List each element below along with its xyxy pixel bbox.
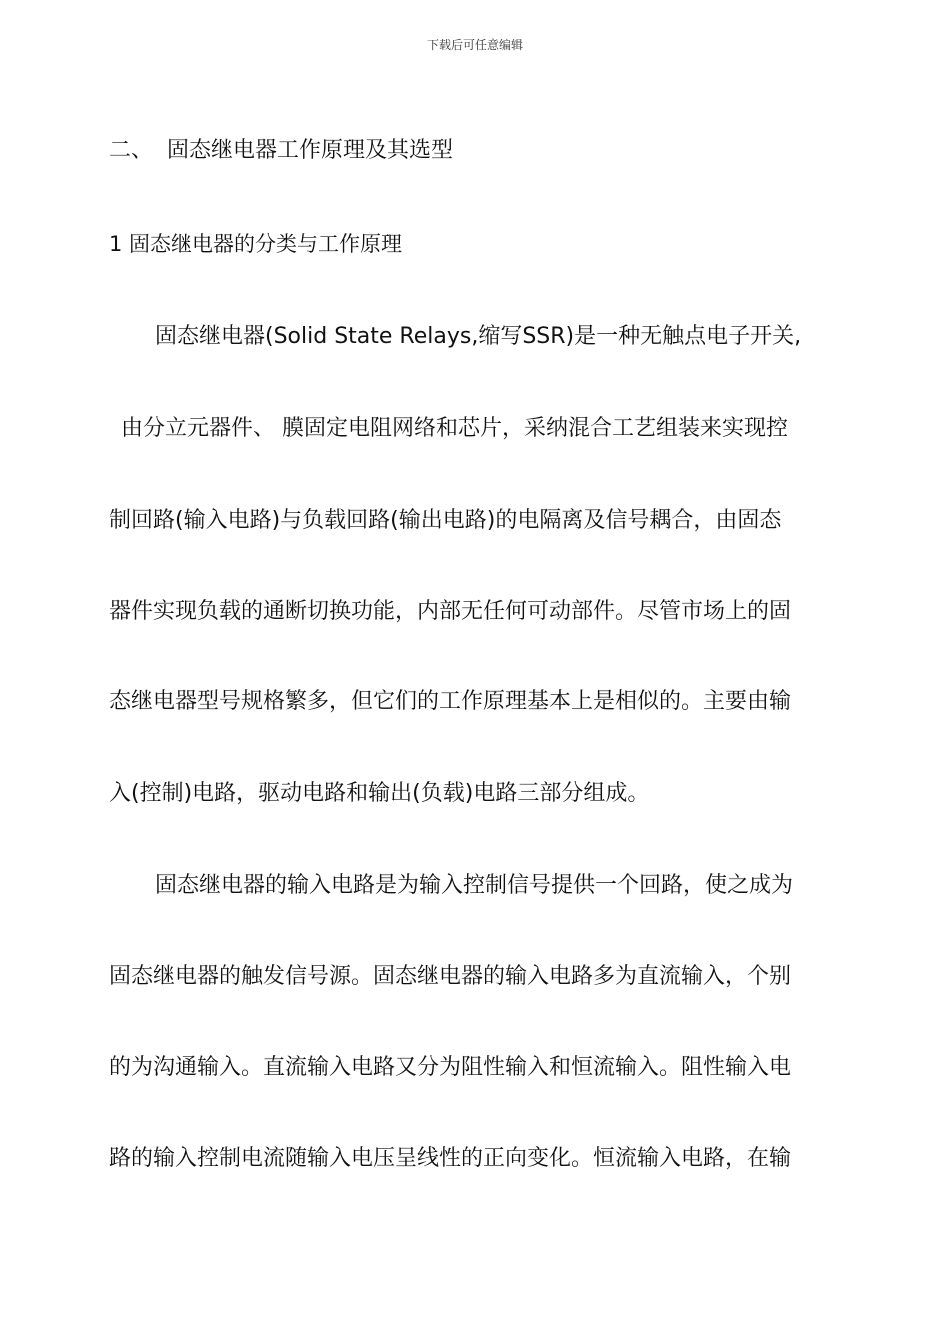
- paragraph-line: 入(控制)电路，驱动电路和输出(负载)电路三部分组成。: [109, 781, 650, 806]
- section-heading: [109, 136, 453, 166]
- paragraph-line: 路的输入控制电流随输入电压呈线性的正向变化。恒流输入电路，在输: [109, 1146, 792, 1171]
- header-note: 下载后可任意编辑: [426, 38, 523, 52]
- paragraph-line: 制回路(输入电路)与负载回路(输出电路)的电隔离及信号耦合，由固态: [109, 508, 782, 533]
- paragraph-line: 固态继电器的输入电路是为输入控制信号提供一个回路，使之成为: [155, 873, 794, 898]
- paragraph-line: 由分立元器件、 膜固定电阻网络和芯片，采纳混合工艺组装来实现控: [121, 416, 788, 441]
- section-number: 二、: [109, 138, 154, 163]
- section-title: 固态继电器工作原理及其选型: [167, 138, 454, 163]
- paragraph-line: 固态继电器(Solid State Relays,缩写SSR)是一种无触点电子开关,: [155, 324, 802, 349]
- paragraph-line: 态继电器型号规格繁多，但它们的工作原理基本上是相似的。主要由输: [109, 689, 792, 714]
- paragraph-line: 的为沟通输入。直流输入电路又分为阻性输入和恒流输入。阻性输入电: [109, 1055, 792, 1080]
- subsection-heading: 1 固态继电器的分类与工作原理: [109, 232, 403, 256]
- paragraph-line: 器件实现负载的通断切换功能，内部无任何可动部件。尽管市场上的固: [109, 599, 792, 624]
- paragraph-line: 固态继电器的触发信号源。固态继电器的输入电路多为直流输入，个别: [109, 964, 792, 989]
